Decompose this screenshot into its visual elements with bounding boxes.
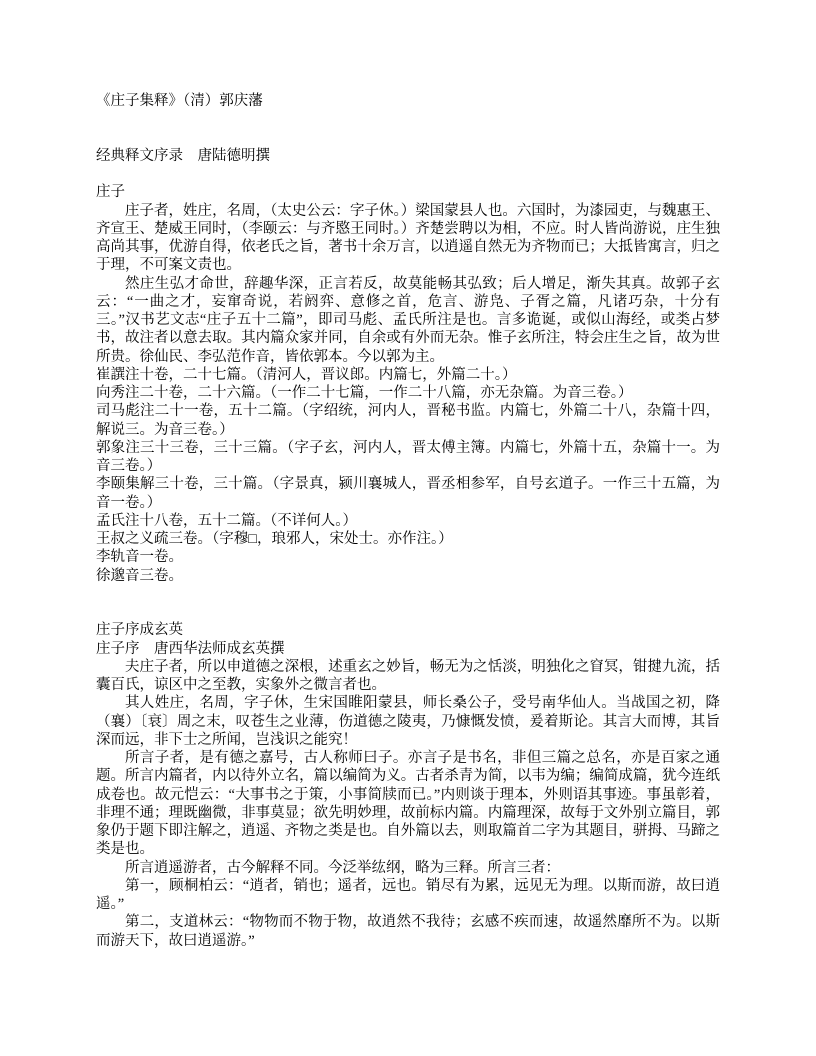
entry-line: 郭象注三十三卷，三十三篇。（字子玄，河内人，晋太傅主簿。内篇七，外篇十五，杂篇十一。为音三卷。） xyxy=(96,439,720,474)
subheading: 庄子 xyxy=(96,184,125,201)
section-title: 经典释文序录 唐陆德明撰 xyxy=(96,147,270,164)
entry-line: 王叔之义疏三卷。（字穆□，琅邪人，宋处士。亦作注。） xyxy=(96,531,453,547)
entry-line: 徐邈音三卷。 xyxy=(96,567,183,584)
entry-line: 李颐集解三十卷，三十篇。（字景真，颍川襄城人，晋丞相参军，自号玄道子。一作三十五篇，为音一卷。） xyxy=(96,476,720,511)
entry-line: 孟氏注十八卷，五十二篇。（不详何人。） xyxy=(96,512,357,529)
paragraph: 其人姓庄，名周，字子休，生宋国睢阳蒙县，师长桑公子，受号南华仙人。当战国之初，降（襄）〔衰〕周之末，叹苍生之业薄，伤道德之陵夷，乃慷慨发愤，爰着斯论。其言大而博，其旨深而远，非下士之所闻，岂浅识之能究！ xyxy=(96,695,720,748)
subheading: 庄子序 唐西华法师成玄英撰 xyxy=(96,640,285,657)
paragraph: 所言逍遥游者，古今解释不同。今泛举纮纲，略为三释。所言三者： xyxy=(125,859,560,876)
paragraph: 所言子者，是有德之嘉号，古人称师曰子。亦言子是书名，非但三篇之总名，亦是百家之通题。所言内篇者，内以待外立名，篇以编简为义。古者杀青为简，以韦为编；编简成篇，犹今连纸成卷也。故元恺云：“大事书之于策，小事简牍而已。”内则谈于理本，外则语其事迹。事虽彰着，非理不通；理既幽微，非事莫显；欲先明妙理，故前标内篇。内篇理深，故每于文外别立篇目，郭象仍于题下即注解之，逍遥、齐物之类是也。自外篇以去，则取篇首二字为其题目，骈拇、马蹄之类是也。 xyxy=(96,750,720,858)
entry-line: 崔譔注十卷，二十七篇。（清河人，晋议郎。内篇七，外篇二十。） xyxy=(96,366,517,383)
paragraph: 第二，支道林云：“物物而不物于物，故逍然不我待；玄感不疾而速，故遥然靡所不为。以斯而游天下，故曰逍遥游。” xyxy=(96,914,720,949)
document-body xyxy=(96,92,720,950)
book-title: 《庄子集释》（清）郭庆藩 xyxy=(96,93,263,109)
entry-line: 司马彪注二十一卷，五十二篇。（字绍统，河内人，晋秘书监。内篇七，外篇二十八，杂篇十四，解说三。为音三卷。） xyxy=(96,403,720,438)
entry-line: 李轨音一卷。 xyxy=(96,549,183,566)
paragraph: 然庄生弘才命世，辞趣华深，正言若反，故莫能畅其弘致；后人增足，渐失其真。故郭子玄云：“一曲之才，妄窜奇说，若阏弈、意修之首，危言、游凫、子胥之篇，凡诸巧杂，十分有三。”汉书艺文志“庄子五十二篇”，即司马彪、孟氏所注是也。言多诡诞，或似山海经，或类占梦书，故注者以意去取。其内篇众家并同，自余或有外而无杂。惟子玄所注，特会庄生之旨，故为世所贵。徐仙民、李弘范作音，皆依郭本。今以郭为主。 xyxy=(96,275,720,365)
paragraph: 第一，顾桐柏云：“逍者，销也；遥者，远也。销尽有为累，远见无为理。以斯而游，故曰逍遥。” xyxy=(96,877,720,912)
paragraph: 夫庄子者，所以申道德之深根，述重玄之妙旨，畅无为之恬淡，明独化之窅冥，钳揵九流，括囊百氏，谅区中之至教，实象外之微言者也。 xyxy=(96,658,720,693)
section-title: 庄子序成玄英 xyxy=(96,622,183,639)
paragraph: 庄子者，姓庄，名周，（太史公云：字子休。）梁国蒙县人也。六国时，为漆园吏，与魏惠王、齐宣王、楚威王同时，（李颐云：与齐愍王同时。）齐楚尝聘以为相，不应。时人皆尚游说，庄生独高尚其事，优游自得，依老氏之旨，著书十余万言，以逍遥自然无为齐物而已；大抵皆寓言，归之于理，不可案文责也。 xyxy=(96,202,720,274)
entry-line: 向秀注二十卷，二十六篇。（一作二十七篇，一作二十八篇，亦无杂篇。为音三卷。） xyxy=(96,385,633,401)
